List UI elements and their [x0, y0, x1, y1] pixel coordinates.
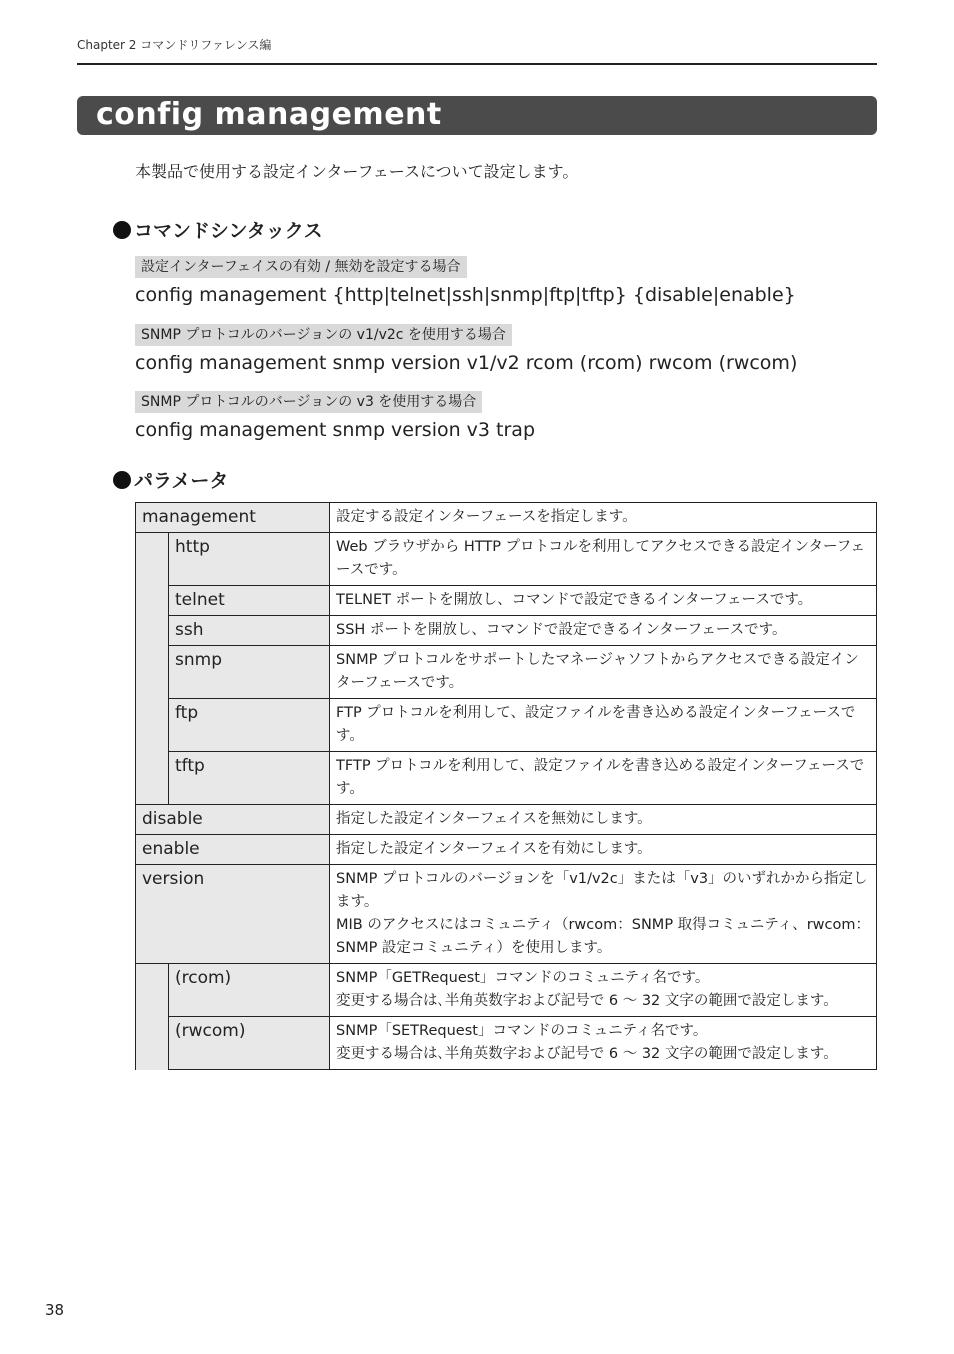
case-label-2: SNMP プロトコルのバージョンの v1/v2c を使用する場合	[135, 324, 512, 346]
param-heading	[113, 466, 228, 493]
param-desc-line: SNMP プロトコルのバージョンを「v1/v2c」または「v3」のいずれかから指定します。	[336, 871, 868, 910]
title-bar	[77, 96, 877, 135]
param-desc: 指定した設定インターフェイスを無効にします。	[330, 805, 877, 835]
param-name: management	[136, 503, 330, 533]
table-row	[136, 964, 877, 1017]
syntax-heading	[113, 216, 323, 243]
param-desc: Web ブラウザから HTTP プロトコルを利用してアクセスできる設定インターフェースです。	[330, 533, 877, 586]
table-row	[136, 699, 877, 752]
page-number: 38	[45, 1301, 65, 1319]
table-row	[136, 533, 877, 586]
syntax-command-1: config management {http|telnet|ssh|snmp|ftp|tftp} {disable|enable}	[135, 284, 796, 306]
table-row	[136, 865, 877, 964]
param-desc: TFTP プロトコルを利用して、設定ファイルを書き込める設定インターフェースです。	[330, 752, 877, 805]
param-desc	[330, 964, 877, 1017]
param-desc	[330, 1017, 877, 1070]
table-row	[136, 752, 877, 805]
param-name: ftp	[169, 699, 330, 752]
table-row	[136, 1017, 877, 1070]
table-row	[136, 503, 877, 533]
param-desc-line: 変更する場合は､半角英数字および記号で 6 〜 32 文字の範囲で設定します。	[336, 993, 838, 1009]
bullet-icon	[113, 471, 131, 489]
param-name: disable	[136, 805, 330, 835]
syntax-command-3: config management snmp version v3 trap	[135, 419, 536, 441]
syntax-command-2: config management snmp version v1/v2 rcom (rcom) rwcom (rwcom)	[135, 352, 798, 374]
param-name: enable	[136, 835, 330, 865]
param-desc	[330, 865, 877, 964]
table-row	[136, 835, 877, 865]
param-name: ssh	[169, 616, 330, 646]
param-desc: 設定する設定インターフェースを指定します。	[330, 503, 877, 533]
param-desc-line: SNMP「GETRequest」コマンドのコミュニティ名です。	[336, 970, 710, 986]
param-heading-text: パラメータ	[134, 470, 229, 492]
parameter-table	[135, 502, 877, 1070]
syntax-heading-text: コマンドシンタックス	[134, 220, 323, 242]
param-name: telnet	[169, 586, 330, 616]
param-name: (rcom)	[169, 964, 330, 1017]
param-name: snmp	[169, 646, 330, 699]
indent-cell	[136, 964, 169, 1070]
intro-text: 本製品で使用する設定インターフェースについて設定します。	[135, 162, 579, 181]
param-desc: 指定した設定インターフェイスを有効にします。	[330, 835, 877, 865]
param-desc: SSH ポートを開放し、コマンドで設定できるインターフェースです。	[330, 616, 877, 646]
indent-cell	[136, 533, 169, 805]
header-rule	[77, 63, 877, 65]
page-title: config management	[96, 97, 442, 132]
case-label-1: 設定インターフェイスの有効 / 無効を設定する場合	[135, 256, 467, 278]
param-name: http	[169, 533, 330, 586]
param-desc-line: 変更する場合は､半角英数字および記号で 6 〜 32 文字の範囲で設定します。	[336, 1046, 838, 1062]
bullet-icon	[113, 221, 131, 239]
param-desc: SNMP プロトコルをサポートしたマネージャソフトからアクセスできる設定インターフェースです。	[330, 646, 877, 699]
table-row	[136, 805, 877, 835]
param-name: tftp	[169, 752, 330, 805]
param-desc-line: MIB のアクセスにはコミュニティ（rwcom：SNMP 取得コミュニティ、rwcom：SNMP 設定コミュニティ）を使用します。	[336, 917, 871, 956]
param-desc-line: SNMP「SETRequest」コマンドのコミュニティ名です。	[336, 1023, 708, 1039]
table-row	[136, 616, 877, 646]
table-row	[136, 646, 877, 699]
table-row	[136, 586, 877, 616]
param-desc: FTP プロトコルを利用して、設定ファイルを書き込める設定インターフェースです。	[330, 699, 877, 752]
param-desc: TELNET ポートを開放し、コマンドで設定できるインターフェースです。	[330, 586, 877, 616]
case-label-3: SNMP プロトコルのバージョンの v3 を使用する場合	[135, 391, 482, 413]
param-name: version	[136, 865, 330, 964]
param-name: (rwcom)	[169, 1017, 330, 1070]
chapter-header: Chapter 2 コマンドリファレンス編	[77, 38, 272, 52]
